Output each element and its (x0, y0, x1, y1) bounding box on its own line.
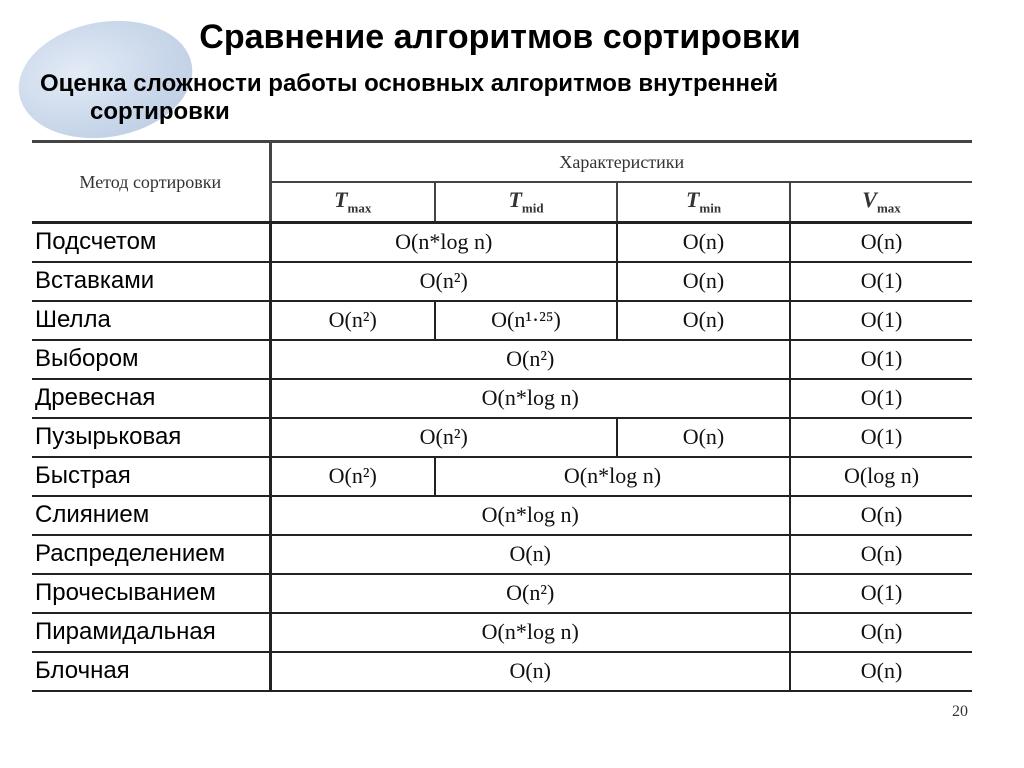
table-row (32, 223, 972, 262)
cell-t-min: O(n) (617, 301, 790, 340)
cell-t-max-mid: O(n²) (270, 418, 617, 457)
cell-v-max: O(n) (790, 223, 972, 262)
header-t-min: $T_{min}$ (617, 182, 790, 223)
table-row (32, 379, 972, 418)
cell-t-all: O(n*log n) (270, 379, 790, 418)
header-v-max: $V_{max}$ (790, 182, 972, 223)
cell-t-mid-min: O(n*log n) (435, 457, 790, 496)
cell-v-max: O(n) (790, 652, 972, 691)
table-row (32, 574, 972, 613)
header-t-max: $T_{max}$ (270, 182, 435, 223)
header-characteristics: Характеристики (270, 142, 972, 183)
method-name: Пирамидальная (32, 613, 270, 652)
cell-t-min: O(n) (617, 262, 790, 301)
method-name: Распределением (32, 535, 270, 574)
method-name: Подсчетом (32, 223, 270, 262)
table-row (32, 652, 972, 691)
cell-v-max: O(n) (790, 535, 972, 574)
table-row (32, 340, 972, 379)
header-t-mid: $T_{mid}$ (435, 182, 617, 223)
method-name: Блочная (32, 652, 270, 691)
cell-v-max: O(n) (790, 496, 972, 535)
table-row (32, 301, 972, 340)
method-name: Прочесыванием (32, 574, 270, 613)
table-row (32, 457, 972, 496)
method-name: Быстрая (32, 457, 270, 496)
cell-t-max: O(n²) (270, 457, 435, 496)
complexity-table (32, 140, 972, 692)
cell-t-max: O(n²) (270, 301, 435, 340)
cell-v-max: O(1) (790, 574, 972, 613)
cell-t-all: O(n) (270, 535, 790, 574)
cell-v-max: O(1) (790, 301, 972, 340)
table-row (32, 613, 972, 652)
slide-title: Сравнение алгоритмов сортировки (199, 18, 801, 56)
cell-t-mid: O(n¹·²⁵) (435, 301, 617, 340)
cell-t-all: O(n²) (270, 340, 790, 379)
table-row (32, 262, 972, 301)
cell-v-max: O(n) (790, 613, 972, 652)
cell-v-max: O(1) (790, 418, 972, 457)
method-name: Пузырьковая (32, 418, 270, 457)
method-name: Древесная (32, 379, 270, 418)
subtitle-line-1: Оценка сложности работы основных алгоритмов внутренней (40, 70, 779, 97)
subtitle-line-2: сортировки (90, 98, 230, 125)
cell-v-max: O(log n) (790, 457, 972, 496)
method-name: Выбором (32, 340, 270, 379)
slide-subtitle (40, 70, 1000, 126)
page-number: 20 (952, 703, 968, 720)
header-method: Метод сортировки (32, 142, 270, 223)
complexity-table-wrapper (32, 140, 972, 690)
cell-v-max: O(1) (790, 340, 972, 379)
cell-v-max: O(1) (790, 262, 972, 301)
cell-v-max: O(1) (790, 379, 972, 418)
cell-t-max-mid: O(n²) (270, 262, 617, 301)
table-row (32, 535, 972, 574)
cell-t-min: O(n) (617, 418, 790, 457)
cell-t-all: O(n²) (270, 574, 790, 613)
method-name: Вставками (32, 262, 270, 301)
method-name: Слиянием (32, 496, 270, 535)
table-row (32, 496, 972, 535)
method-name: Шелла (32, 301, 270, 340)
cell-t-all: O(n) (270, 652, 790, 691)
cell-t-all: O(n*log n) (270, 496, 790, 535)
cell-t-max-mid: O(n*log n) (270, 223, 617, 262)
table-row (32, 418, 972, 457)
cell-t-all: O(n*log n) (270, 613, 790, 652)
cell-t-min: O(n) (617, 223, 790, 262)
